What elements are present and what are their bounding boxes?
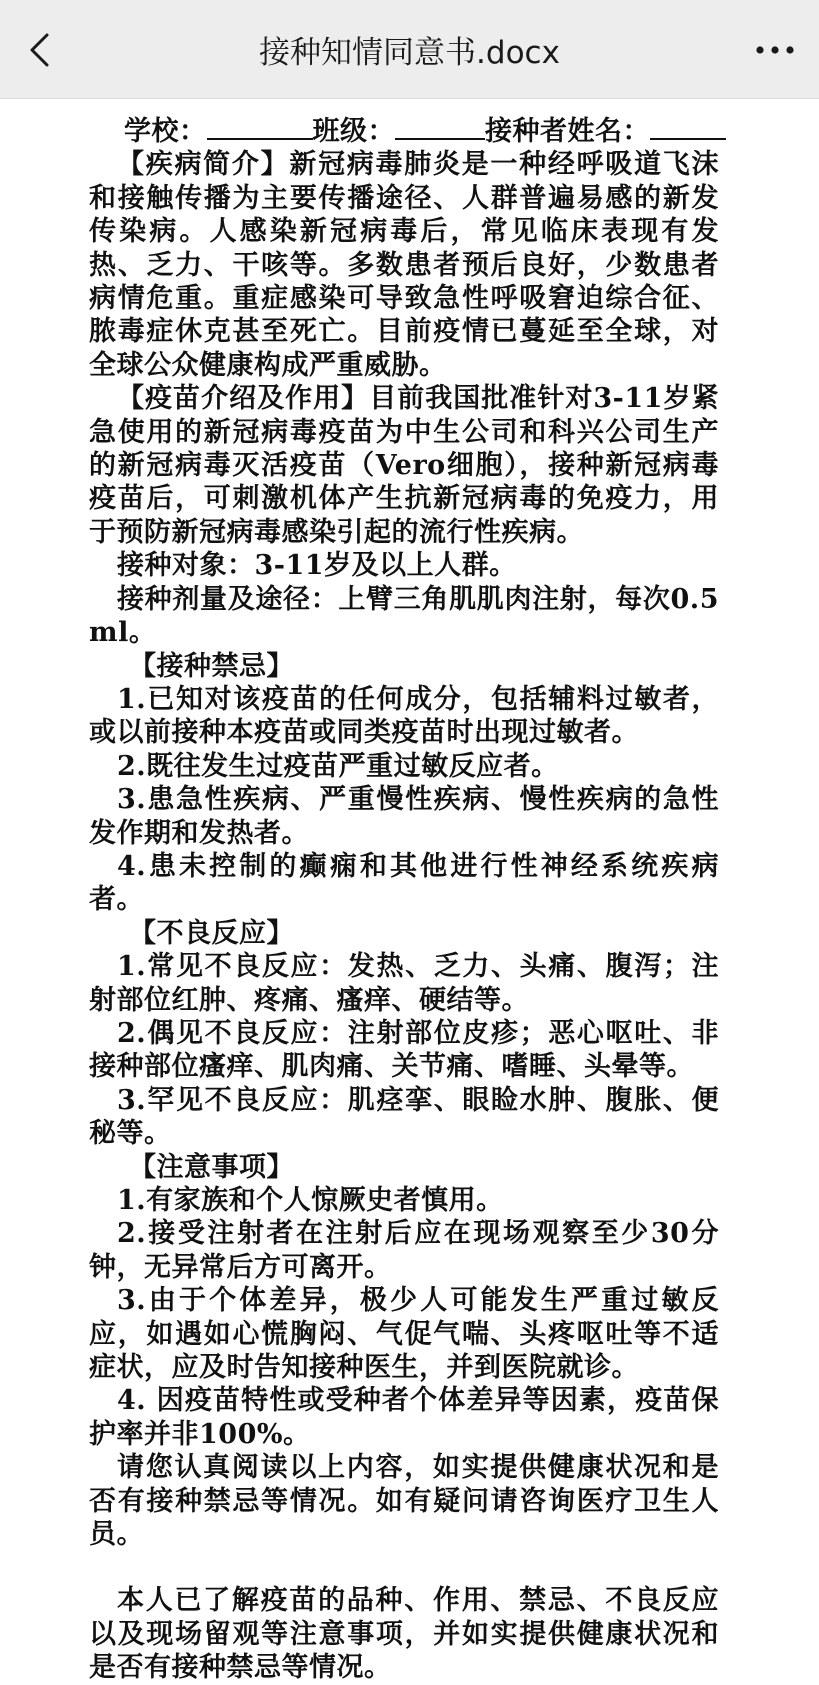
consent-statement-paragraph: 本人已了解疫苗的品种、作用、禁忌、不良反应以及现场留观等注意事项，并如实提供健康状况和是否有接种禁忌等情况。 [89,1585,719,1684]
contraindication-item: 3.患急性疾病、严重慢性疾病、慢性疾病的急性发作期和发热者。 [89,784,719,849]
adverse-reaction-item: 2.偶见不良反应：注射部位皮疹；恶心呕吐、非接种部位瘙痒、肌肉痛、关节痛、嗜睡、头晕等。 [89,1017,719,1083]
more-horizontal-icon [755,45,795,55]
contraindication-item: 2.既往发生过疫苗严重过敏反应者。 [117,750,559,782]
class-label: 班级： [312,116,395,147]
vaccine-intro-paragraph: 【疫苗介绍及作用】目前我国批准针对3-11岁紧急使用的新冠病毒疫苗为中生公司和科兴公司生产的新冠病毒灭活疫苗（Vero细胞），接种新冠病毒疫苗后，可刺激机体产生抗新冠病毒的免疫力，用于预防新冠病毒感染引起的流行性疾病。 [89,383,719,548]
document-body [89,114,719,1685]
disease-intro-paragraph: 【疾病简介】新冠病毒肺炎是一种经呼吸道飞沫和接触传播为主要传播途径、人群普遍易感的新发传染病。人感染新冠病毒后，常见临床表现有发热、乏力、干咳等。多数患者预后良好，少数患者病情危重。重症感染可导致急性呼吸窘迫综合征、脓毒症休克甚至死亡。目前疫情已蔓延至全球，对全球公众健康构成严重威胁。 [89,149,719,381]
precaution-item: 4. 因疫苗特性或受种者个体差异等因素，疫苗保护率并非100%。 [89,1385,719,1450]
blank-line [89,1551,719,1584]
more-options-button[interactable] [749,32,801,68]
chevron-left-icon [29,33,51,67]
name-blank [650,114,726,140]
precaution-item: 1.有家族和个人惊厥史者慎用。 [117,1185,504,1216]
school-blank [207,114,313,140]
target-group-paragraph: 接种对象：3-11岁及以上人群。 [117,550,517,582]
class-blank [395,114,485,140]
precaution-item: 2.接受注射者在注射后应在现场观察至少30分钟，无异常后方可离开。 [89,1218,719,1283]
reading-notice-paragraph: 请您认真阅读以上内容，如实提供健康状况和是否有接种禁忌等情况。如有疑问请咨询医疗卫生人员。 [89,1452,719,1551]
name-label: 接种者姓名： [485,116,650,147]
school-label: 学校： [124,116,207,147]
contraindication-item: 1.已知对该疫苗的任何成分，包括辅料过敏者，或以前接种本疫苗或同类疫苗时出现过敏者。 [89,683,719,749]
header-line [89,114,719,148]
adverse-reaction-item: 1.常见不良反应：发热、乏力、头痛、腹泻；注射部位红肿、疼痛、瘙痒、硬结等。 [89,951,719,1016]
navigation-bar [0,0,819,99]
section-heading-precautions: 【注意事项】 [129,1151,294,1183]
section-heading-adverse-reactions: 【不良反应】 [129,917,294,949]
adverse-reaction-item: 3.罕见不良反应：肌痉挛、眼睑水肿、腹胀、便秘等。 [89,1084,719,1150]
contraindication-item: 4.患未控制的癫痫和其他进行性神经系统疾病者。 [89,850,719,916]
document-title: 接种知情同意书.docx [259,35,560,71]
dosage-paragraph: 接种剂量及途径：上臂三角肌肌肉注射，每次0.5ml。 [89,583,719,649]
back-button[interactable] [18,28,62,72]
section-heading-contraindications: 【接种禁忌】 [129,650,294,682]
precaution-item: 3.由于个体差异，极少人可能发生严重过敏反应，如遇如心慌胸闷、气促气喘、头疼呕吐等不适症状，应及时告知接种医生，并到医院就诊。 [89,1285,719,1384]
